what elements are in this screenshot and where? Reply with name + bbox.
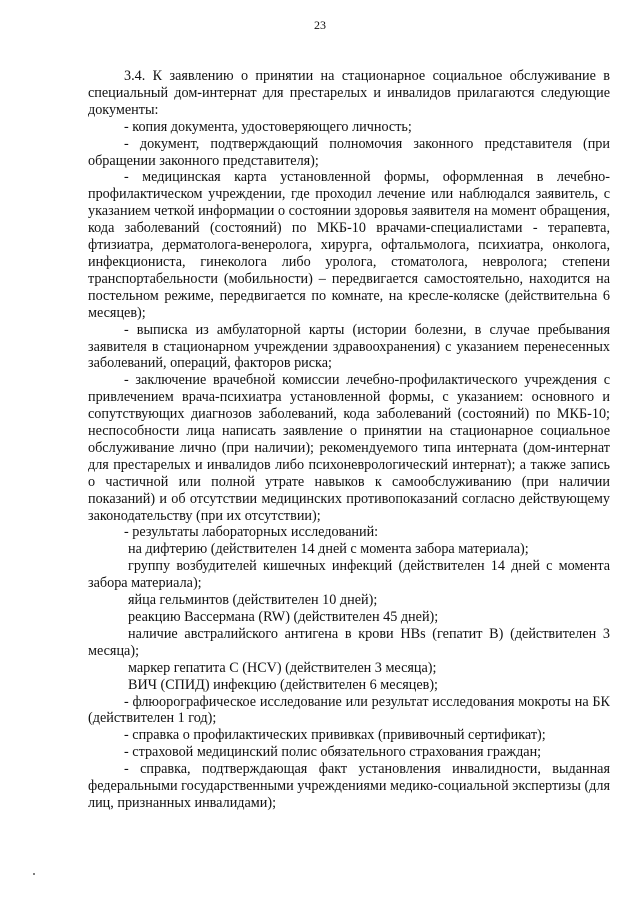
- paragraph: - документ, подтверждающий полномочия законного представителя (при обращении законного представителя);: [88, 135, 610, 169]
- paragraph: - справка, подтверждающая факт установления инвалидности, выданная федеральными государственными учреждениями медико-социальной экспертизы (для лиц, признанных инвалидами);: [88, 761, 610, 811]
- paragraph: - копия документа, удостоверяющего личность;: [124, 118, 412, 135]
- paragraph: - результаты лабораторных исследований:: [124, 524, 379, 541]
- paragraph: ВИЧ (СПИД) инфекцию (действителен 6 месяцев);: [128, 676, 438, 693]
- paragraph: - медицинская карта установленной формы, оформленная в лечебно-профилактическом учреждении, где проходил лечение или наблюдался заявитель, с указанием четкой информации о состоянии здоровья заявителя на момент обращения, кода заболеваний (состояний) по МКБ-10 врачами-специалистами - терапевта, фтизиатра, дерматолога-венеролога, хирурга, офтальмолога, психиатра, онколога, инфекциониста, гинеколога либо уролога, стоматолога, невролога; степени транспортабельности (мобильности) – передвигается самостоятельно, находится на постельном режиме, передвигается по комнате, на кресле-коляске (действительна 6 месяцев);: [88, 169, 610, 321]
- paragraph: на дифтерию (действителен 14 дней с момента забора материала);: [128, 541, 529, 558]
- paragraph: - выписка из амбулаторной карты (истории болезни, в случае пребывания заявителя в стационарном учреждении здравоохранения) с указанием перенесенных заболеваний, операций, факторов риска;: [88, 321, 610, 372]
- paragraph: - заключение врачебной комиссии лечебно-профилактического учреждения с привлечением врача-психиатра установленной формы, с указанием: основного и сопутствующих диагнозов заболеваний, кода заболеваний (состояний) по МКБ-10; неспособности лица написать заявление о принятии на стационарное социальное обслуживание лично (при наличии); рекомендуемого типа интерната (дом-интернат для престарелых и инвалидов либо психоневрологический интернат); а также запись о частичной или полной утрате навыков к самообслуживанию (при наличии показаний) и об отсутствии медицинских противопоказаний согласно действующему законодательству (при их отсутствии);: [88, 372, 610, 524]
- paragraph: 3.4. К заявлению о принятии на стационарное социальное обслуживание в специальный дом-интернат для престарелых и инвалидов прилагаются следующие документы:: [88, 68, 610, 118]
- paragraph: - страховой медицинский полис обязательного страхования граждан;: [124, 744, 542, 761]
- paragraph: - справка о профилактических прививках (прививочный сертификат);: [124, 727, 546, 744]
- page-number: 23: [314, 18, 326, 32]
- paragraph: маркер гепатита С (HCV) (действителен 3 месяца);: [128, 659, 437, 676]
- paragraph: группу возбудителей кишечных инфекций (действителен 14 дней с момента забора материала);: [88, 558, 610, 592]
- paragraph: наличие австралийского антигена в крови HBs (гепатит В) (действителен 3 месяца);: [88, 625, 610, 659]
- document-body: [88, 68, 610, 812]
- scan-speck: [33, 873, 35, 875]
- paragraph: яйца гельминтов (действителен 10 дней);: [128, 592, 378, 609]
- paragraph: реакцию Вассермана (RW) (действителен 45 дней);: [128, 609, 439, 625]
- paragraph: - флюорографическое исследование или результат исследования мокроты на БК (действителен 1 год);: [88, 693, 610, 727]
